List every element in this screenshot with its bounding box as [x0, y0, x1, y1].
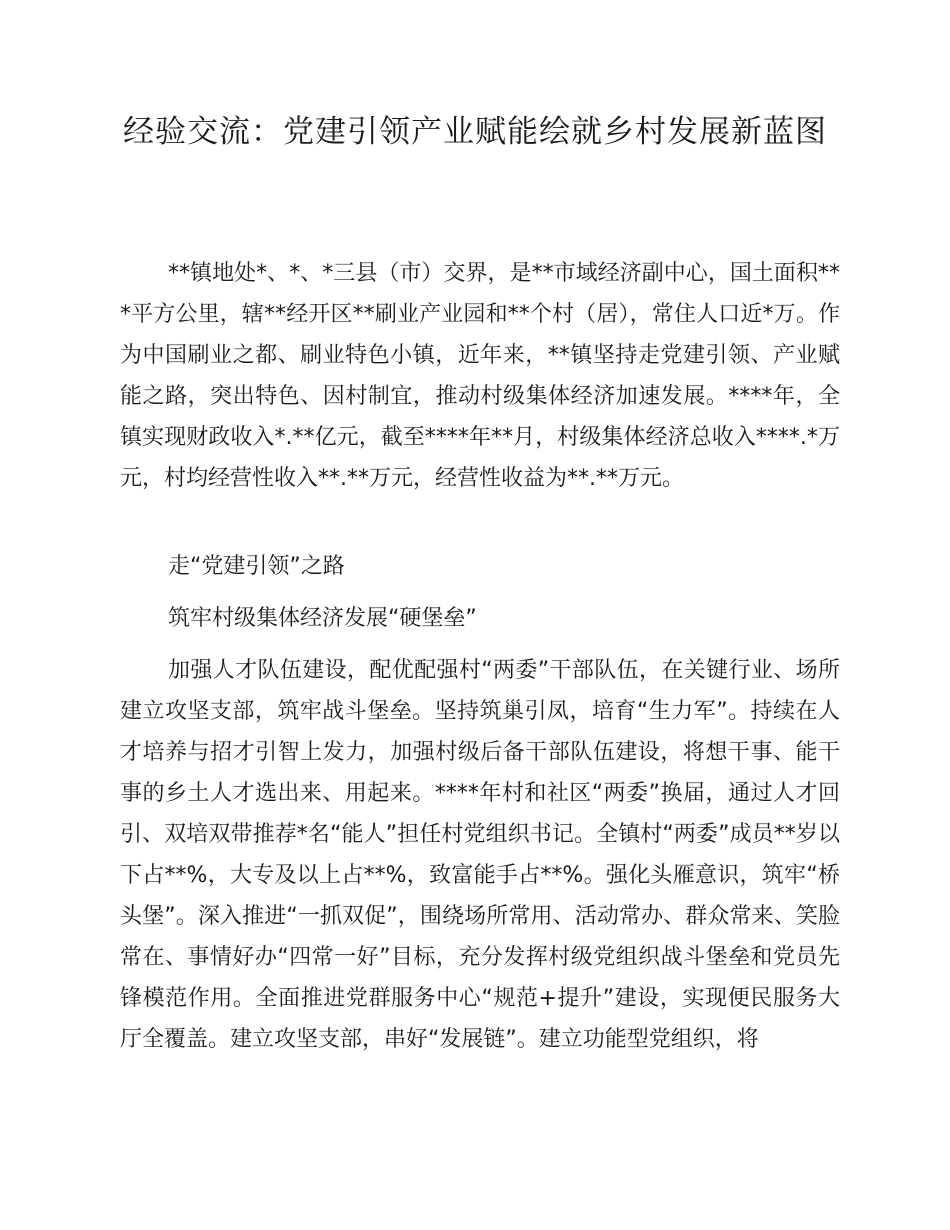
- document-title: 经验交流：党建引领产业赋能绘就乡村发展新蓝图: [123, 114, 827, 150]
- paragraph-intro: **镇地处*、*、*三县（市）交界，是**市域经济副中心，国土面积***平方公里，辖**经开区**刷业产业园和**个村（居），常住人口近*万。作为中国刷业之都、刷业特色小镇，近年来，**镇坚持走党建引领、产业赋能之路，突出特色、因村制宜，推动村级集体经济加速发展。****年，全镇实现财政收入*.**亿元，截至****年**月，村级集体经济总收入****.*万元，村均经营性收入**.**万元，经营性收益为**.**万元。: [120, 261, 840, 491]
- paragraph-talent: 加强人才队伍建设，配优配强村“两委”干部队伍，在关键行业、场所建立攻坚支部，筑牢战斗堡垒。坚持筑巢引凤，培育“生力军”。持续在人才培养与招才引智上发力，加强村级后备干部队伍建设，将想干事、能干事的乡土人才选出来、用起来。****年村和社区“两委”换届，通过人才回引、双培双带推荐*名“能人”担任村党组织书记。全镇村“两委”成员**岁以下占**%，大专及以上占**%，致富能手占**%。强化头雁意识，筑牢“桥头堡”。深入推进“一抓双促”，围绕场所常用、活动常办、群众常来、笑脸常在、事情好办“四常一好”目标，充分发挥村级党组织战斗堡垒和党员先锋模范作用。全面推进党群服务中心“规范+提升”建设，实现便民服务大厅全覆盖。建立攻坚支部，串好“发展链”。建立功能型党组织，将: [120, 658, 840, 1052]
- section-heading: 走“党建引领”之路: [168, 554, 345, 579]
- subsection-heading: 筑牢村级集体经济发展“硬堡垒”: [168, 606, 477, 631]
